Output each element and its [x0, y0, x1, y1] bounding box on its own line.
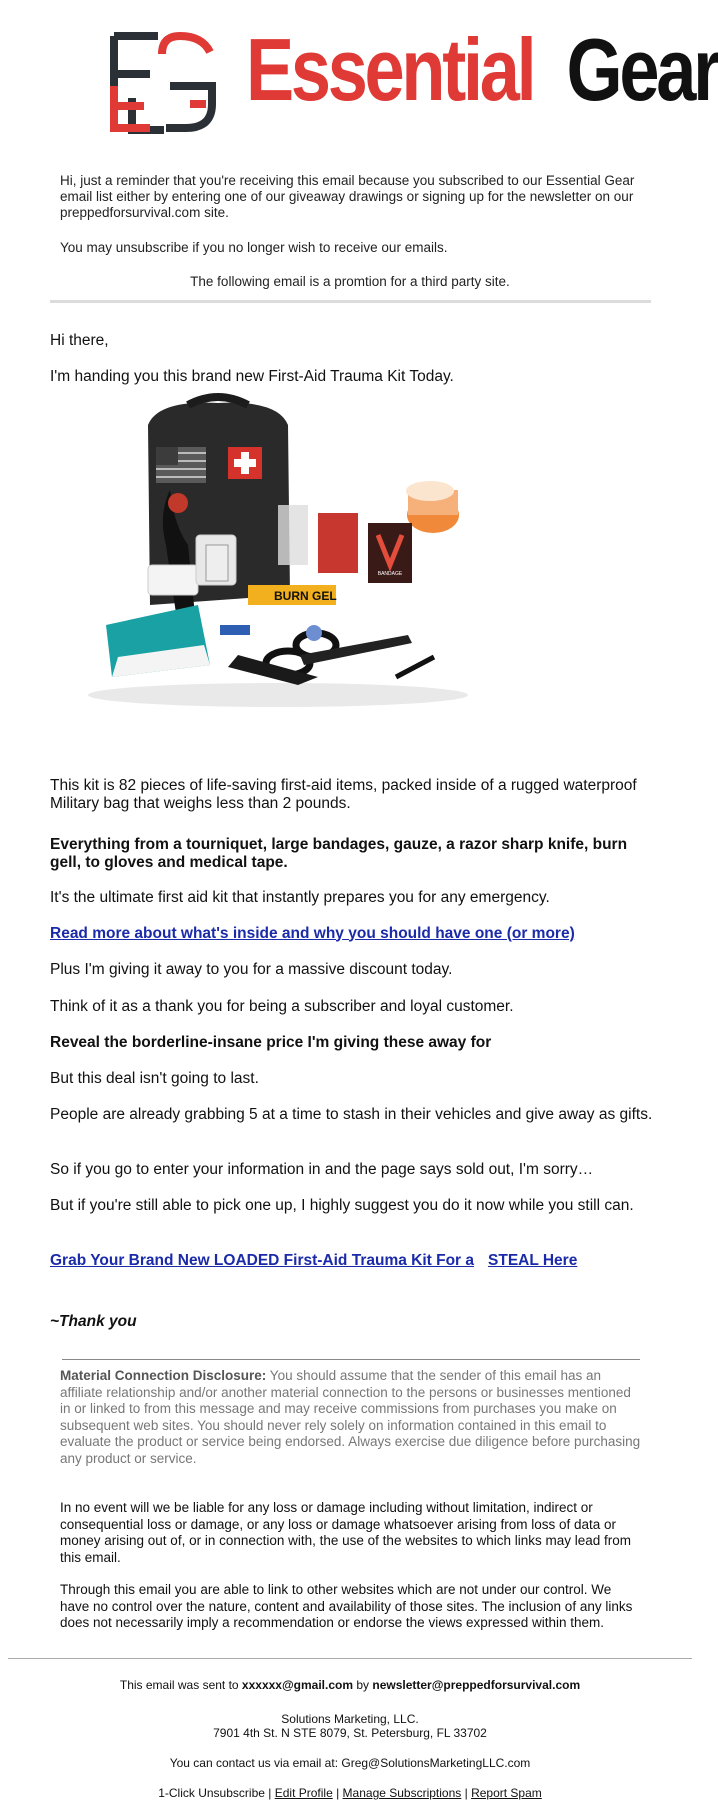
divider — [50, 300, 651, 303]
kit-contents: Everything from a tourniquet, large bandages, gauze, a razor sharp knife, burn gell, to gloves and medical tape. — [50, 835, 628, 871]
separator: | — [264, 1786, 275, 1800]
sent-to-line — [0, 1678, 700, 1692]
intro-text: I'm handing you this brand new First-Aid Trauma Kit Today. — [50, 367, 454, 385]
recipient-email: xxxxxx@gmail.com — [241, 1678, 354, 1692]
reveal-price-text: Reveal the borderline-insane price I'm giving these away for — [50, 1033, 492, 1051]
trauma-kit-image[interactable] — [78, 395, 468, 710]
contact-line: You can contact us via email at: Greg@SolutionsMarketingLLC.com — [169, 1756, 531, 1770]
read-more-paragraph — [50, 925, 656, 943]
sent-prefix: This email was sent to — [119, 1678, 242, 1692]
company-address: 7901 4th St. N STE 8079, St. Petersburg, FL 33702 — [213, 1726, 487, 1740]
edit-profile-link[interactable]: Edit Profile — [274, 1786, 333, 1800]
people-grabbing-text: People are already grabbing 5 at a time to stash in their vehicles and give away as gifts. — [50, 1105, 653, 1123]
divider — [62, 1359, 640, 1360]
greeting: Hi there, — [50, 331, 109, 349]
sign-off: ~Thank you — [50, 1312, 137, 1330]
sent-by: by — [353, 1678, 373, 1692]
eg-logo-mark-icon — [110, 30, 220, 134]
separator: | — [461, 1786, 472, 1800]
thank-you-text: Think of it as a thank you for being a subscriber and loyal customer. — [50, 997, 514, 1015]
promo-notice: The following email is a promtion for a third party site. — [190, 274, 510, 289]
brand-word-gear: Gear — [566, 20, 718, 119]
ultimate-kit-text: It's the ultimate first aid kit that instantly prepares you for any emergency. — [50, 888, 550, 906]
bandage-label: BANDAGE — [377, 571, 403, 577]
external-links-text: Through this email you are able to link to other websites which are not under our control. We have no control over the nature, content and availability of those sites. The inclusion of any links does not necessarily imply a recommendation or endorse the views expressed within them. — [60, 1582, 633, 1630]
kit-description: This kit is 82 pieces of life-saving first-aid items, packed inside of a rugged waterproof Military bag that weighs less than 2 pounds. — [50, 776, 637, 812]
discount-text: Plus I'm giving it away to you for a massive discount today. — [50, 960, 453, 978]
grab-kit-link[interactable] — [50, 1252, 577, 1269]
brand-word-essential: Essential — [246, 20, 534, 119]
grab-kit-paragraph — [50, 1252, 656, 1270]
footer-links — [0, 1786, 700, 1800]
liability-text: In no event will we be liable for any loss or damage including without limitation, indirect or consequential loss or damage, or any loss or damage whatsoever arising from loss of data or money arising out of, or in connection with, the use of the websites to which links may lead from this email. — [60, 1500, 632, 1565]
sold-out-text: So if you go to enter your information in and the page says sold out, I'm sorry… — [50, 1160, 594, 1178]
pick-one-up-text: But if you're still able to pick one up, I highly suggest you do it now while you still can. — [50, 1196, 634, 1214]
grab-kit-link-text: Grab Your Brand New LOADED First-Aid Trauma Kit For a — [50, 1251, 475, 1269]
deal-ending-text: But this deal isn't going to last. — [50, 1069, 259, 1087]
separator: | — [332, 1786, 343, 1800]
material-disclosure — [60, 1368, 642, 1467]
subscription-reminder: Hi, just a reminder that you're receiving this email because you subscribed to our Essential Gear email list either by entering one of our giveaway drawings or signing up for the newsletter on our preppedforsurvival.com site. — [60, 173, 635, 220]
report-spam-link[interactable]: Report Spam — [471, 1786, 542, 1800]
one-click-unsubscribe-text: 1-Click Unsubscribe — [158, 1786, 265, 1800]
steal-link-text: STEAL Here — [488, 1251, 578, 1269]
sender-email: newsletter@preppedforsurvival.com — [372, 1678, 581, 1692]
divider — [8, 1658, 692, 1659]
unsubscribe-note: You may unsubscribe if you no longer wish to receive our emails. — [60, 240, 448, 255]
logo — [0, 0, 718, 140]
brand-wordmark — [246, 20, 718, 119]
burn-gel-label: BURN GEL — [274, 589, 337, 603]
disclosure-heading: Material Connection Disclosure: — [60, 1368, 267, 1383]
company-name: Solutions Marketing, LLC. — [281, 1712, 419, 1726]
manage-subscriptions-link[interactable]: Manage Subscriptions — [342, 1786, 462, 1800]
disclosure-text: You should assume that the sender of this email has an affiliate relationship and/or another material connection to the persons or businesses mentioned in or linked to from this message and may receive commissions from purchases you make on subsequent web sites. You should never rely solely on information contained in this email to evaluate the product or service being endorsed. Always exercise due diligence before purchasing any product or service. — [60, 1368, 641, 1466]
read-more-link[interactable]: Read more about what's inside and why you should have one (or more) — [50, 924, 575, 942]
